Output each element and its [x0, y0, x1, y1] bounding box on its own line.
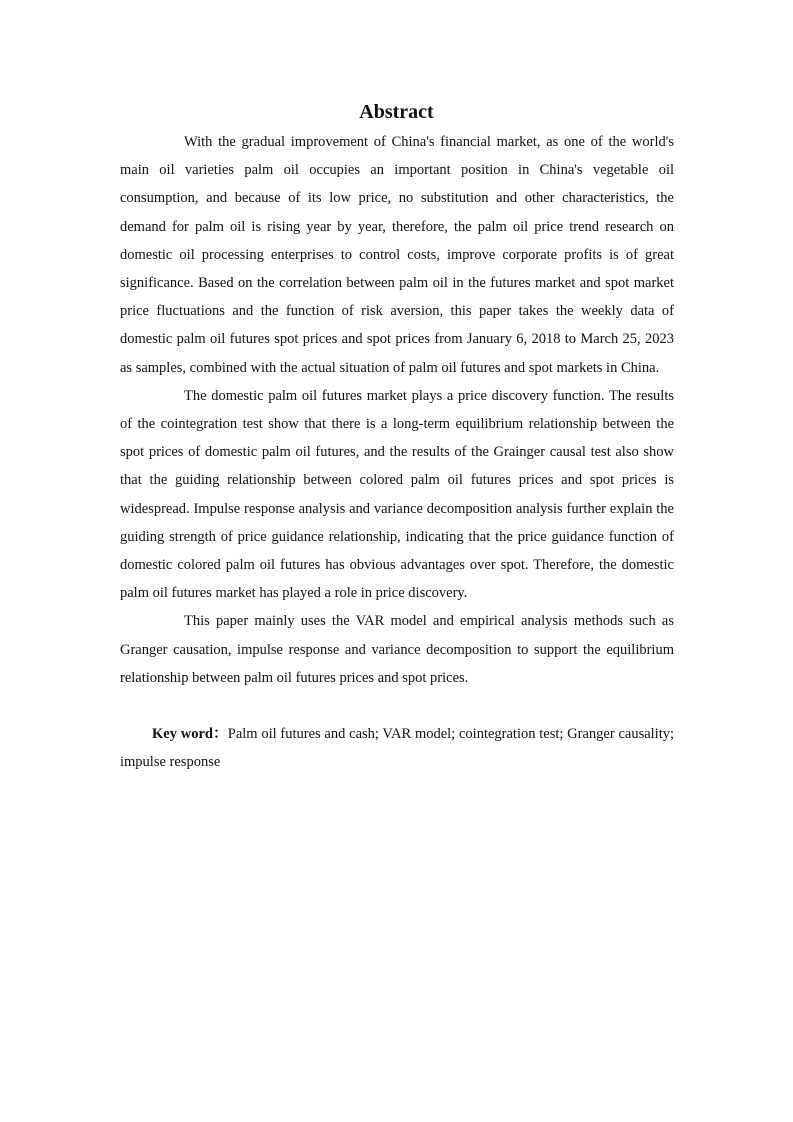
keywords-text: Palm oil futures and cash; VAR model; cointegration test; Granger causality; impulse response	[120, 726, 675, 771]
keywords-label: Key word：	[152, 726, 228, 743]
abstract-paragraph-1: With the gradual improvement of China's financial market, as one of the world's main oil varieties palm oil occupies an important position in China's vegetable oil consumption, and because of its low price, no substitution and other characteristics, the demand for palm oil is rising year by year, therefore, the palm oil price trend research on domestic oil processing enterprises to control costs, improve corporate profits is of great significance. Based on the correlation between palm oil in the futures market and spot market price fluctuations and the function of risk aversion, this paper takes the weekly data of domestic palm oil futures spot prices and spot prices from January 6, 2018 to March 25, 2023 as samples, combined with the actual situation of palm oil futures and spot markets in China.	[120, 134, 674, 376]
abstract-paragraph-3: This paper mainly uses the VAR model and empirical analysis methods such as Granger causation, impulse response and variance decomposition to support the equilibrium relationship between palm oil futures prices and spot prices.	[120, 613, 674, 686]
abstract-paragraph-2: The domestic palm oil futures market plays a price discovery function. The results of the cointegration test show that there is a long-term equilibrium relationship between the spot prices of domestic palm oil futures, and the results of the Grainger causal test also show that the guiding relationship between colored palm oil futures prices and spot prices is widespread. Impulse response analysis and variance decomposition analysis further explain the guiding strength of price guidance relationship, indicating that the price guidance function of domestic colored palm oil futures has obvious advantages over spot. Therefore, the domestic palm oil futures market has played a role in price discovery.	[120, 387, 674, 602]
abstract-body	[120, 128, 674, 776]
abstract-title: Abstract	[359, 101, 434, 123]
keywords-line	[120, 720, 674, 776]
